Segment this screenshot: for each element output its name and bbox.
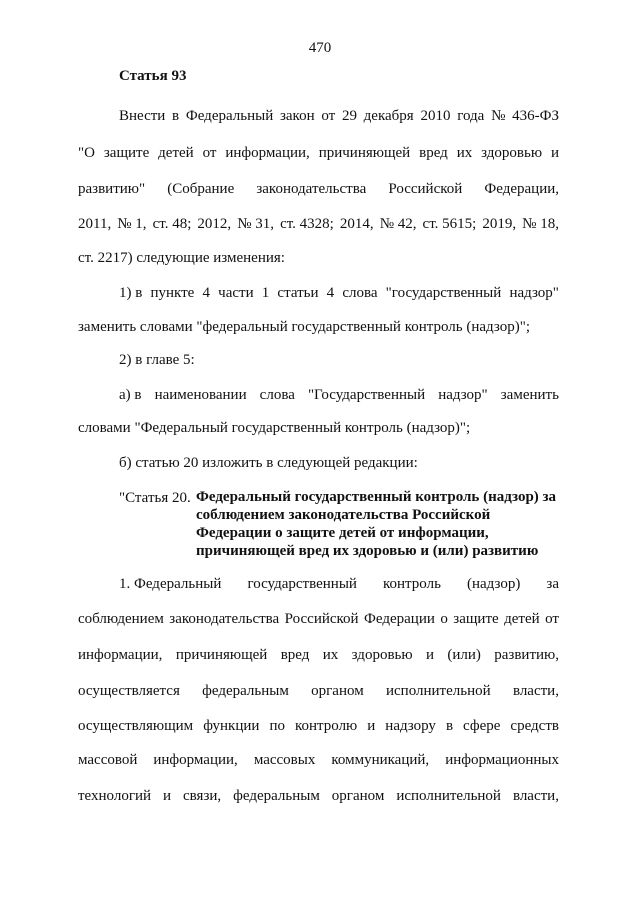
word: пункте [150,285,195,301]
word: № 31, [237,216,275,232]
word: Федеральный [185,108,274,124]
word: статьи [277,285,319,301]
word: Российской [284,611,359,627]
word: (Собрание [167,181,235,197]
word: государственный [247,576,357,592]
word: в [445,718,454,734]
word: закон [279,108,315,124]
word: контроль [383,576,441,592]
word: защите [453,611,499,627]
word: в [172,108,180,124]
word: массовой [78,752,138,768]
word: 2011, [78,216,112,232]
word: ст. 5615; [422,216,477,232]
word: развитию" [78,181,146,197]
word: детей [504,611,540,627]
word: законодательства [169,611,280,627]
word: и [425,647,434,663]
word: органом [331,788,385,804]
article-title-line: причиняющей вред их здоровью и (или) развитию [196,543,539,559]
intro-line-5: ст. 2217) следующие изменения: [78,250,285,266]
word: Федерации, [484,181,559,197]
word: ст. 4328; [280,216,334,232]
word: Федерации [364,611,435,627]
word: здоровью [481,145,543,161]
word: федеральным [233,788,320,804]
word: массовых [253,752,316,768]
page-number: 470 [308,40,332,56]
word: соблюдением [78,611,164,627]
word: декабря [363,108,414,124]
word: власти, [512,683,559,699]
word: здоровью [351,647,413,663]
word: Внести [119,108,166,124]
word: 436-ФЗ [512,108,559,124]
word: № [491,108,506,124]
word: информации, [78,647,163,663]
word: № 42, [379,216,417,232]
body-line-5 [78,716,559,736]
article-20-title [196,488,564,560]
word: их [456,145,473,161]
word: исполнительной [385,683,491,699]
word: и [550,145,559,161]
word: коммуникаций, [331,752,430,768]
word: причиняющей [318,145,411,161]
word: 2014, [339,216,374,232]
word: о [440,611,448,627]
body-line-7 [78,786,559,806]
word: вред [419,145,448,161]
body-line-6 [78,750,559,770]
word: 4 [326,285,335,301]
word: информации, [225,145,310,161]
word: осуществляется [78,683,180,699]
word: развитию, [494,647,559,663]
word: органом [311,683,364,699]
word: надзор" [509,285,559,301]
word: средств [510,718,559,734]
body-line-2 [78,609,559,629]
word: вред [280,647,310,663]
word: 29 [341,108,357,124]
word: исполнительной [396,788,501,804]
word: сфере [463,718,501,734]
body-line-4 [78,681,559,701]
word: связи, [183,788,222,804]
word: наименовании [154,387,247,403]
word: детей [158,145,194,161]
word: 1 [261,285,270,301]
item2a-line-2: словами "Федеральный государственный контроль (надзор)"; [78,420,471,436]
word: 1. Федеральный [119,576,222,592]
word: от [321,108,336,124]
item2-line: 2) в главе 5: [119,352,195,368]
word: защите [103,145,150,161]
word: слова [259,387,295,403]
article-title-line: Федерации о защите детей от информации, [196,525,489,541]
word: власти, [512,788,559,804]
word: надзору [385,718,436,734]
word: № 1, [117,216,147,232]
word: от [202,145,217,161]
word: надзор" [438,387,488,403]
word: 2012, [197,216,232,232]
intro-line-1 [119,106,559,126]
article-title-line: соблюдением законодательства Российской [196,507,491,523]
word: (или) [447,647,481,663]
word: 2019, [482,216,517,232]
word: осуществляющим [78,718,194,734]
word: от [545,611,559,627]
word: ст. 48; [152,216,192,232]
intro-line-4 [78,214,559,234]
word: "О [78,145,95,161]
intro-line-3 [78,179,559,199]
article-heading: Статья 93 [119,68,187,84]
word: контролю [294,718,358,734]
word: и [367,718,376,734]
word: информации, [153,752,238,768]
word: их [322,647,339,663]
word: и [163,788,172,804]
word: за [546,576,559,592]
word: по [269,718,285,734]
article-title-line: Федеральный государственный контроль (надзор) за [196,489,557,505]
word: № 18, [522,216,559,232]
word: "Государственный [307,387,426,403]
word: Российской [388,181,463,197]
word: федеральным [202,683,289,699]
word: заменить [500,387,559,403]
item1-line-2: заменить словами "федеральный государственный контроль (надзор)"; [78,319,530,335]
word: функции [203,718,260,734]
word: (надзор) [467,576,521,592]
article-20-label: "Статья 20. [119,490,191,506]
item1-line-1 [119,283,559,303]
word: 1) в [119,285,143,301]
word: законодательства [256,181,367,197]
body-line-3 [78,645,559,665]
body-line-1 [119,574,559,594]
word: слова [342,285,378,301]
word: информационных [445,752,559,768]
word: а) в [119,387,142,403]
word: 2010 [420,108,451,124]
item2a-line-1 [119,385,559,405]
word: 4 [202,285,210,301]
word: причиняющей [175,647,268,663]
word: технологий [78,788,152,804]
word: "государственный [385,285,502,301]
word: части [218,285,254,301]
item2b-line: б) статью 20 изложить в следующей редакции: [119,455,418,471]
word: года [457,108,485,124]
intro-line-2 [78,143,559,163]
